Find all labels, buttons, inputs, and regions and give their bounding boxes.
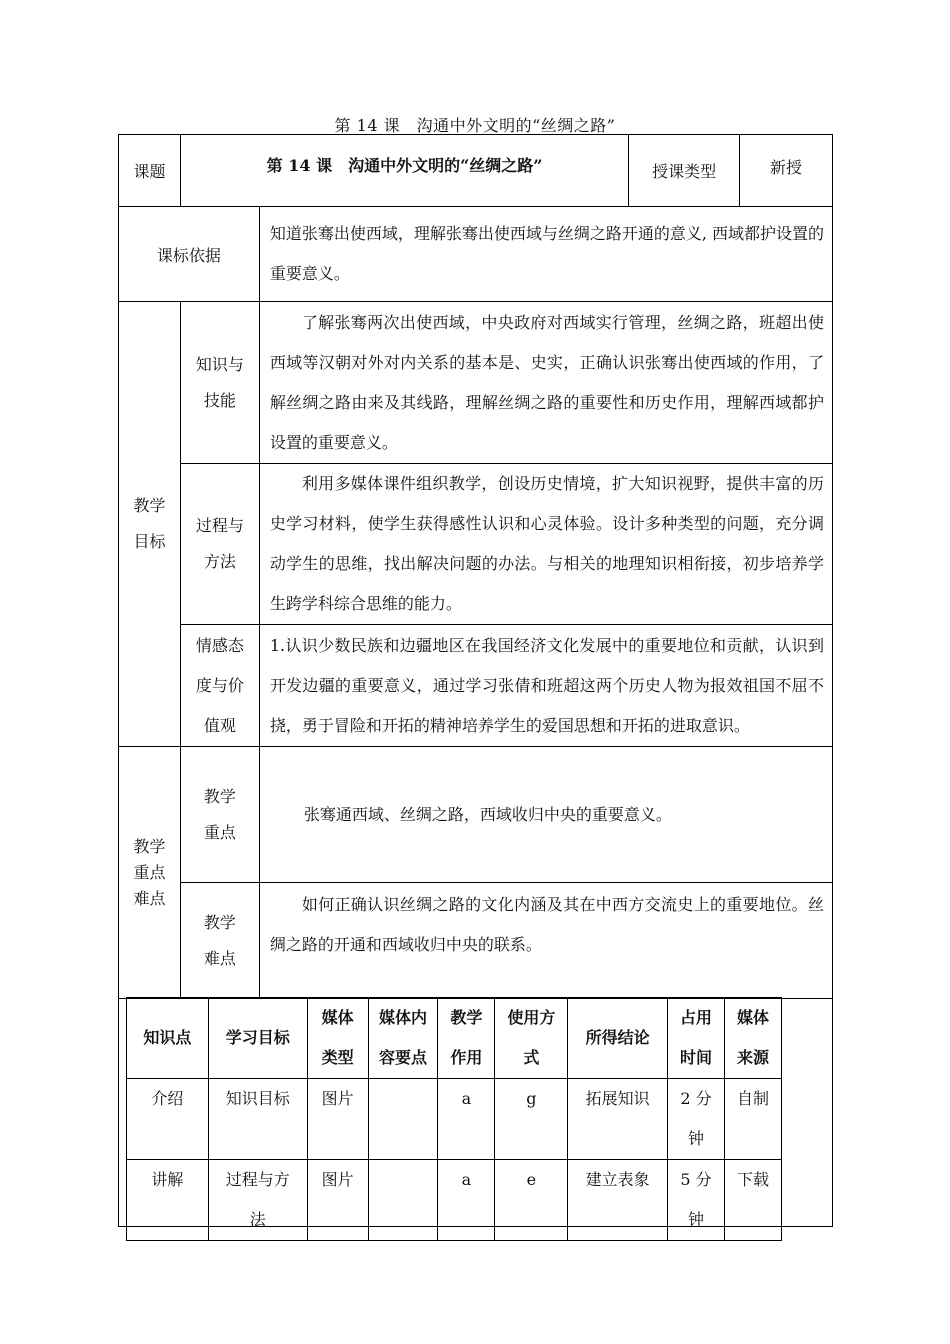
cell-text: 2 分 <box>680 1089 712 1108</box>
knowledge-text: 了解张骞两次出使西域，中央政府对西域实行管理，丝绸之路，班超出使西域等汉朝对外对内关系的基本是、史实，正确认识张骞出使西域的作用，了解丝绸之路由来及其线路，理解丝绸之路的重要性和历史作用，理解西域都护设置的重要意义。 <box>259 302 832 464</box>
header-text: 媒体 <box>321 1008 354 1027</box>
header-text: 占用 <box>680 1008 713 1027</box>
header-text: 所得结论 <box>585 1028 650 1047</box>
media-header-row <box>127 998 782 1079</box>
header-text: 式 <box>523 1048 540 1067</box>
emotion-label <box>180 625 259 747</box>
outer-frame-left <box>118 997 119 1226</box>
difficulty-label-line: 难点 <box>203 948 236 968</box>
header-text: 作用 <box>450 1048 483 1067</box>
header-text: 类型 <box>321 1048 354 1067</box>
basis-row <box>119 207 833 302</box>
media-type-cell: 图片 <box>307 1160 368 1241</box>
focus-label <box>180 747 259 883</box>
difficulty-label-line: 教学 <box>203 912 236 932</box>
lesson-type-label: 授课类型 <box>629 135 740 207</box>
goals-label <box>119 302 181 747</box>
page-title: 第 14 课 沟通中外文明的“丝绸之路” <box>334 116 616 135</box>
time-cell <box>668 1160 725 1241</box>
outer-frame-right <box>832 997 833 1226</box>
knowledge-label-line: 技能 <box>203 390 236 410</box>
focus-text: 张骞通西域、丝绸之路，西域收归中央的重要意义。 <box>259 747 832 883</box>
header-text: 知识点 <box>143 1028 192 1047</box>
topic-label: 课题 <box>119 135 181 207</box>
process-label <box>180 464 259 625</box>
lesson-plan-table <box>118 134 833 999</box>
knowledge-point-cell: 讲解 <box>127 1160 209 1241</box>
cell-text: 钟 <box>688 1210 705 1229</box>
cell-text: 过程与方 <box>225 1170 290 1189</box>
teaching-role-cell: a <box>438 1079 495 1160</box>
header-text: 容要点 <box>379 1048 428 1067</box>
conclusion-cell: 拓展知识 <box>568 1079 668 1160</box>
focus-label-line: 重点 <box>203 822 236 842</box>
cell-text: 5 分 <box>680 1170 712 1189</box>
media-header-cell <box>668 998 725 1079</box>
goals-label-line: 目标 <box>133 532 166 551</box>
process-label-line: 方法 <box>203 552 236 571</box>
cell-text: 法 <box>249 1210 266 1229</box>
goal-emotion-row <box>119 625 833 747</box>
teaching-role-cell: a <box>438 1160 495 1241</box>
emotion-label-line: 值观 <box>203 715 236 735</box>
header-text: 时间 <box>680 1048 713 1067</box>
cell-text: 知识目标 <box>225 1089 290 1108</box>
source-cell: 自制 <box>725 1079 782 1160</box>
learning-goal-cell <box>208 1160 307 1241</box>
media-header-cell <box>368 998 438 1079</box>
header-text: 使用方 <box>507 1008 556 1027</box>
media-table <box>126 997 782 1241</box>
media-header-cell <box>208 998 307 1079</box>
header-text: 媒体 <box>736 1008 769 1027</box>
goal-process-row <box>119 464 833 625</box>
keypoints-label-line: 重点 <box>133 862 166 882</box>
goal-knowledge-row <box>119 302 833 464</box>
usage-cell: e <box>495 1160 568 1241</box>
difficulty-label <box>180 883 259 999</box>
cell-text: 钟 <box>688 1129 705 1148</box>
basis-label: 课标依据 <box>119 207 260 302</box>
difficulty-row <box>119 883 833 999</box>
header-text: 教学 <box>450 1008 483 1027</box>
keypoints-label-line: 教学 <box>133 836 166 856</box>
source-cell: 下载 <box>725 1160 782 1241</box>
difficulty-text: 如何正确认识丝绸之路的文化内涵及其在中西方交流史上的重要地位。丝绸之路的开通和西域收归中央的联系。 <box>259 883 832 999</box>
header-text: 学习目标 <box>225 1028 290 1047</box>
goals-label-line: 教学 <box>133 496 166 515</box>
media-header-cell <box>725 998 782 1079</box>
media-header-cell <box>568 998 668 1079</box>
keypoints-label <box>119 747 181 999</box>
usage-cell: g <box>495 1079 568 1160</box>
learning-goal-cell <box>208 1079 307 1160</box>
media-header-cell <box>495 998 568 1079</box>
media-type-cell: 图片 <box>307 1079 368 1160</box>
emotion-label-line: 情感态 <box>195 635 244 655</box>
header-text: 来源 <box>736 1048 769 1067</box>
knowledge-point-cell: 介绍 <box>127 1079 209 1160</box>
keypoints-label-line: 难点 <box>133 888 166 908</box>
emotion-label-line: 度与价 <box>195 675 244 695</box>
process-text: 利用多媒体课件组织教学，创设历史情境，扩大知识视野，提供丰富的历史学习材料，使学生获得感性认识和心灵体验。设计多种类型的问题，充分调动学生的思维，找出解决问题的办法。与相关的地理知识相衔接，初步培养学生跨学科综合思维的能力。 <box>259 464 832 625</box>
media-content-cell <box>368 1160 438 1241</box>
focus-row <box>119 747 833 883</box>
media-header-cell <box>438 998 495 1079</box>
conclusion-cell: 建立表象 <box>568 1160 668 1241</box>
knowledge-label-line: 知识与 <box>195 354 244 374</box>
media-header-cell <box>127 998 209 1079</box>
focus-label-line: 教学 <box>203 786 236 806</box>
topic-value: 第 14 课 沟通中外文明的“丝绸之路” <box>180 135 628 207</box>
time-cell <box>668 1079 725 1160</box>
table-row <box>127 1079 782 1160</box>
media-header-cell <box>307 998 368 1079</box>
table-row <box>127 1160 782 1241</box>
emotion-text: 1.认识少数民族和边疆地区在我国经济文化发展中的重要地位和贡献，认识到开发边疆的重要意义，通过学习张倩和班超这两个历史人物为报效祖国不屈不挠，勇于冒险和开拓的精神培养学生的爱国思想和开拓的进取意识。 <box>259 625 832 747</box>
header-text: 媒体内 <box>379 1008 428 1027</box>
media-content-cell <box>368 1079 438 1160</box>
knowledge-label <box>180 302 259 464</box>
basis-text: 知道张骞出使西域，理解张骞出使西域与丝绸之路开通的意义, 西域都护设置的重要意义。 <box>259 207 832 302</box>
process-label-line: 过程与 <box>195 516 244 535</box>
topic-row <box>119 135 833 207</box>
lesson-type-value: 新授 <box>740 135 833 207</box>
